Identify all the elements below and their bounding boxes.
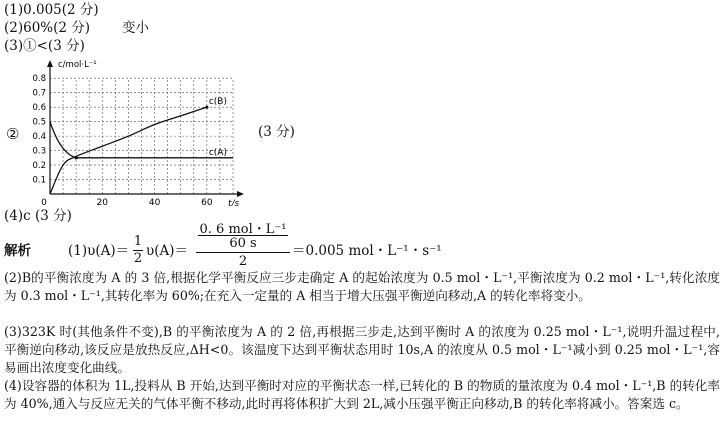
concentration-chart: [20, 56, 260, 206]
answer-2: (2)60%(2 分): [4, 20, 91, 36]
half-numerator: 1: [133, 234, 143, 249]
solution-paragraph-4: (4)设容器的体积为 1L,投料从 B 开始,达到平衡时对应的平衡状态一样,已转化的 B 的物质的量浓度为 0.4 mol・L⁻¹,B 的转化率为 40%,通入与反应无关的气体平衡不移动,此时再将体积扩大到 2L,减小压强平衡正向移动,B 的转化率将减小。答案选 c。: [4, 378, 720, 411]
y-tick-label: 0.6: [32, 103, 46, 114]
solution-p1-result: ＝0.005 mol・L⁻¹・s⁻¹: [292, 243, 442, 259]
y-tick-label: 0.1: [32, 175, 46, 186]
y-tick-label: 0.4: [32, 132, 46, 143]
series-label-cA: c(A): [208, 147, 227, 158]
rate-frac-bottom: 2: [238, 254, 248, 269]
y-axis-arrow: [47, 60, 53, 67]
x-axis-label: t/s: [228, 199, 240, 206]
rate-frac-mid: 60 s: [229, 236, 257, 251]
x-tick-label: 20: [96, 198, 109, 206]
answer-1: (1)0.005(2 分): [4, 2, 99, 18]
answer-3-item2-score: (3 分): [258, 124, 295, 140]
solution-p1-mid: υ(A)＝: [146, 243, 188, 259]
x-tick-labels: [41, 198, 213, 206]
answer-4: (4)c (3 分): [4, 208, 72, 224]
point-cA-equilibrium: [75, 156, 78, 159]
y-tick-label: 0.7: [32, 88, 46, 99]
x-tick-label: 60: [201, 198, 213, 206]
y-axis-label: c/mol·L⁻¹: [58, 60, 97, 70]
chart-grid: [50, 78, 233, 194]
half-denominator: 2: [133, 251, 143, 266]
answer-2-extra: 变小: [122, 20, 149, 36]
y-tick-label: 0.8: [32, 74, 46, 85]
rate-main-line: [196, 252, 290, 253]
y-tick-labels: [32, 74, 46, 185]
solution-paragraph-2: (2)B的平衡浓度为 A 的 3 倍,根据化学平衡反应三步走确定 A 的起始浓度为 0.5 mol・L⁻¹,平衡浓度为 0.2 mol・L⁻¹,转化浓度为 0.3 mol・L⁻¹,其转化率为 60%;在充入一定量的 A 相当于增大压强平衡逆向移动,A 的转化率将变小。: [4, 270, 720, 303]
x-tick-label: 0: [41, 198, 47, 206]
series-label-cB: c(B): [208, 97, 228, 108]
y-tick-label: 0.5: [32, 117, 46, 128]
y-tick-label: 0.2: [32, 161, 46, 172]
solution-label: 解析: [4, 243, 31, 259]
solution-paragraph-3: (3)323K 时(其他条件不变),B 的平衡浓度为 A 的 2 倍,再根据三步走,达到平衡时 A 的浓度为 0.25 mol・L⁻¹,说明升温过程中,平衡逆向移动,该反应是放热反应,ΔH<0。该温度下达到平衡状态用时 10s,A 的浓度从 0.5 mol・L⁻¹减小到 0.25 mol・L⁻¹,容易画出浓度变化曲线。: [4, 324, 720, 375]
rate-frac-top: 0. 6 mol・L⁻¹: [199, 222, 287, 237]
y-tick-label: 0.3: [32, 146, 46, 157]
solution-p1-prefix: (1)υ(A)＝: [68, 243, 130, 259]
x-axis-arrow: [237, 191, 244, 197]
x-tick-label: 40: [148, 198, 161, 206]
answer-3: (3)①<(3 分): [4, 38, 85, 54]
answer-3-item2-marker: ②: [6, 125, 20, 143]
point-cB-equilibrium: [205, 106, 208, 109]
